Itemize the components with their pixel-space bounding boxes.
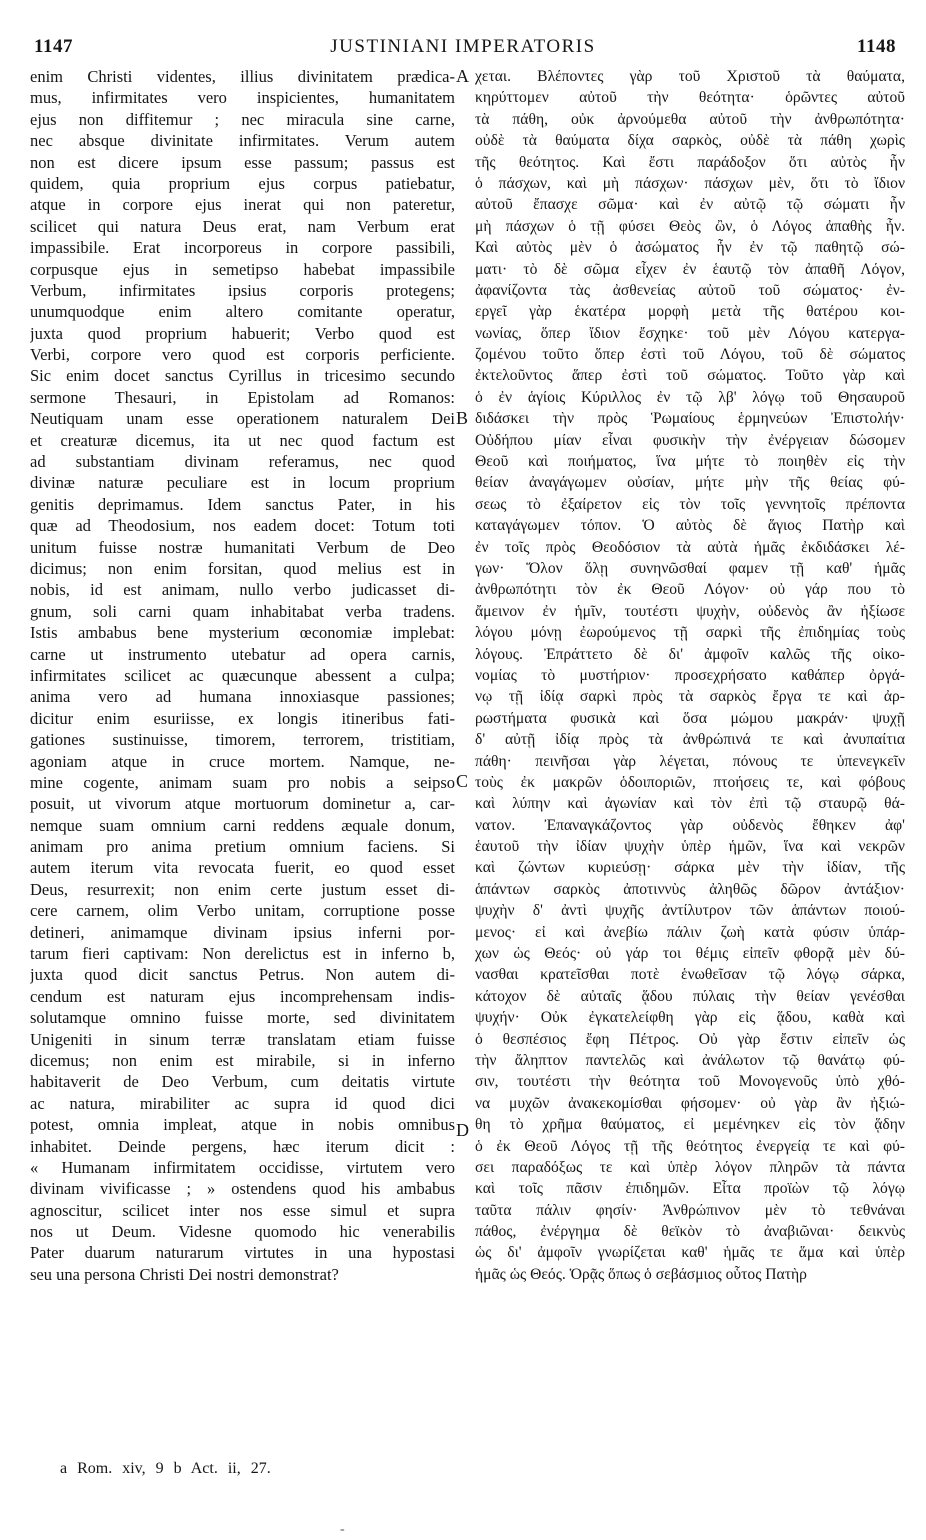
greek-text-line: αὐτοῦ ἔπασχε σῶμα· καὶ ἐν αὐτῷ τῷ σώματι ἦν xyxy=(475,196,905,214)
latin-text-line: scilicet qui natura Deus erat, nam Verbum erat xyxy=(30,216,455,236)
latin-text-line: Pater duarum naturarum virtutes in una hypostasi xyxy=(30,1243,455,1263)
greek-text-line: δ' αὐτῇ ἰδίᾳ πρὸς τὰ ἀνθρώπινά τε καὶ ἀνυπαίτια xyxy=(475,731,905,749)
latin-text-line: impassibile. Erat incorporeus in corpore passibili, xyxy=(30,238,455,258)
latin-text-line: solutamque omnino fuisse morte, sed divinitatem xyxy=(30,1008,455,1028)
greek-text-line: ἀφανίζοντα τὰς ἀσθενείας αὐτοῦ τοῦ σώματος· ἐν- xyxy=(475,281,905,299)
latin-text-line: cere carnem, olim Verbo unitam, corruptione posse xyxy=(30,901,455,921)
latin-text-line: nobis, id est animam, nullo verbo judicasset di- xyxy=(30,580,455,600)
latin-text-line: animam pro anima pretium omnium faciens. Si xyxy=(30,837,455,857)
greek-text-line: νῳ τῇ ἰδίᾳ σαρκὶ πρὸς τὰ σαρκὸς ἔργα τε καὶ ἀρ- xyxy=(475,688,905,706)
greek-text-line: Οὐδήπου μίαν εἶναι φυσικὴν τὴν ἐνέργειαν δώσομεν xyxy=(475,431,905,449)
latin-text-line: juxta quod proprium habuerit; Verbo quod est xyxy=(30,323,455,343)
greek-text-line: Καὶ αὐτὸς μὲν ὁ ἀσώματος ἦν ἐν τῷ παθητῷ σώ- xyxy=(475,239,905,257)
greek-text-line: μενος· εἰ καὶ ἀνεβίω πάλιν ζωὴ κατὰ φύσιν ὑπάρ- xyxy=(475,923,905,941)
greek-text-line: μὴ πάσχων ὁ τῇ φύσει Θεὸς ὢν, ὁ Λόγος ἀπαθὴς ἦν. xyxy=(475,217,905,235)
margin-marker-b: B xyxy=(456,408,469,428)
latin-text-line: unumquodque enim altero comitante operatur, xyxy=(30,302,455,322)
bottom-ornament: - xyxy=(340,1522,345,1537)
greek-text-line: καὶ ζώντων κυριεύσῃ· σάρκα μὲν τὴν ἰδίαν, τῆς xyxy=(475,859,905,877)
greek-text-line: Θεοῦ καὶ ποιήματος, ἵνα μήτε τὸ ποιηθὲν εἰς τὴν xyxy=(475,453,905,471)
greek-text-line: πάθος, ἐνέργημα δὲ θεϊκὸν τὸ ἀναβιῶναι· δεικνὺς xyxy=(475,1223,905,1241)
latin-text-line: non est dicere ipsum esse passum; passus est xyxy=(30,152,455,172)
latin-text-line: juxta quod dicit sanctus Petrus. Non autem di- xyxy=(30,965,455,985)
latin-text-line: mus, infirmitates vero inspicientes, humanitatem xyxy=(30,88,455,108)
latin-text-line: gationes sustinuisse, timorem, terrorem, tristitiam, xyxy=(30,730,455,750)
greek-text-line: κηρύττομεν αὐτοῦ τὴν θεότητα· ὁρῶντες αὐτοῦ xyxy=(475,89,905,107)
greek-text-line: διδάσκει τὴν πρὸς Ῥωμαίους ἑρμηνεύων Ἐπιστολήν· xyxy=(475,410,905,428)
latin-text-line: nos ut Deum. Videsne quomodo hic venerabilis xyxy=(30,1222,455,1242)
latin-text-line: posuit, ut vivorum atque mortuorum dominetur a, car- xyxy=(30,794,455,814)
greek-text-line: σει παραδόξως τε καὶ ὑπὲρ λόγον πληρῶν τὰ πάντα xyxy=(475,1158,905,1176)
greek-text-line: νομίας τὸ μυστήριον· προσεχρήσατο καθάπερ ὀργά- xyxy=(475,666,905,684)
latin-text-line: detineri, animamque divinam ipsius inferni por- xyxy=(30,922,455,942)
greek-column xyxy=(475,66,905,1285)
latin-text-line: ad substantiam divinam referamus, nec quod xyxy=(30,452,455,472)
latin-text-line: agnoscitur, scilicet inter nos esse simul et supra xyxy=(30,1200,455,1220)
greek-text-line: ἀνθρωπότητι τὸν ἐκ Θεοῦ Λόγον· οὐ γάρ που τὸ xyxy=(475,581,905,599)
latin-text-line: Verbum, infirmitates ipsius corporis protegens; xyxy=(30,280,455,300)
latin-text-line: gnum, soli carni quam inhabitabat verba tradens. xyxy=(30,601,455,621)
latin-text-line: nec absque divinitate infirmitates. Verum autem xyxy=(30,131,455,151)
latin-text-line: divinæ naturæ peculiare est in locum proprium xyxy=(30,473,455,493)
latin-text-line: dicemus; non enim est mirabile, si in inferno xyxy=(30,1050,455,1070)
greek-text-line: λόγου μόνῃ ἐωρούμενος τῇ σαρκὶ τῆς ἐπιδημίας τοὺς xyxy=(475,624,905,642)
latin-text-line: anima vero ad humana innoxiasque passiones; xyxy=(30,687,455,707)
greek-text-line: σεως τὸ ἐξαίρετον εἰς τὸν τοῖς γεννητοῖς πρέποντα xyxy=(475,495,905,513)
greek-text-line: θη τὸ χρῆμα θαύματος, εἰ μεμένηκεν εἰς τὸν ᾅδην xyxy=(475,1116,905,1134)
latin-text-line: Istis ambabus bene mysterium œconomiæ implebat: xyxy=(30,623,455,643)
greek-text-line: τῆς θεότητος. Καὶ ἔστι παράδοξον ὅτι αὐτὸς ἦν xyxy=(475,153,905,171)
greek-text-line: κάτοχον δὲ αὐταῖς ᾅδου πύλαις τὴν θείαν γενέσθαι xyxy=(475,987,905,1005)
greek-text-line: καὶ λύπην καὶ ἀγωνίαν καὶ τὸν ἐπὶ τῷ σταυρῷ θά- xyxy=(475,795,905,813)
greek-text-line: οὐδὲ τὰ θαύματα δίχα σαρκὸς, οὐδὲ τὰ πάθη χωρὶς xyxy=(475,132,905,150)
latin-text-line: Neutiquam unam esse operationem naturalem Dei xyxy=(30,409,455,429)
latin-text-line: mine cogente, animam suam pro nobis a seipso xyxy=(30,772,455,792)
greek-text-line: τοὺς ἐκ μακρῶν ὁδοιποριῶν, πτοήσεις τε, καὶ φόβους xyxy=(475,773,905,791)
latin-text-line: genitis deprimamus. Idem sanctus Pater, in his xyxy=(30,494,455,514)
latin-text-line: Sic enim docet sanctus Cyrillus in tricesimo secundo xyxy=(30,366,455,386)
footnote: a Rom. xiv, 9 b Act. ii, 27. xyxy=(60,1460,271,1477)
margin-marker-c: C xyxy=(456,771,469,791)
greek-text-line: ὁ θεσπέσιος ἔφη Πέτρος. Οὐ γὰρ ἔστιν εἰπεῖν ὡς xyxy=(475,1030,905,1048)
latin-text-line: ejus non diffitemur ; nec miracula sine carne, xyxy=(30,109,455,129)
greek-text-line: ὁ ἐν ἁγίοις Κύριλλος ἐν τῷ λβ' λόγῳ τοῦ Θησαυροῦ xyxy=(475,388,905,406)
greek-text-line: ἐν τοῖς πρὸς Θεοδόσιον τὰ αὐτὰ ἡμᾶς ἐκδιδάσκει λέ- xyxy=(475,538,905,556)
greek-text-line: τὴν ἄληπτον παντελῶς καὶ ἀνάλωτον τῷ θανάτῳ φύ- xyxy=(475,1051,905,1069)
greek-text-line: γων· Ὅλον ὅλῃ συνηνῶσθαί φαμεν τῇ καθ' ἡμᾶς xyxy=(475,559,905,577)
latin-text-line: nemque suam omnium carni reddens æquale donum, xyxy=(30,815,455,835)
greek-text-line: σιν, τουτέστι τὴν θεότητα τοῦ Μονογενοῦς ὑπὸ χθό- xyxy=(475,1073,905,1091)
greek-text-line: ρωστήματα φυσικὰ καὶ ὅσα μώμου μακράν· ψυχῇ xyxy=(475,709,905,727)
latin-text-line: Deus, resurrexit; non enim certe justum esset di- xyxy=(30,879,455,899)
latin-text-line: et creaturæ dicemus, ita ut nec quod factum est xyxy=(30,430,455,450)
greek-text-line: τὰ πάθη, οὐκ ἀρνούμεθα αὐτοῦ τὴν ἀνθρωπότητα· xyxy=(475,110,905,128)
greek-text-line: ἐκτελοῦντος ἅπερ ἐστὶ τοῦ σώματος. Τοῦτο γὰρ καὶ xyxy=(475,367,905,385)
greek-text-line: λόγους. Ἐπράττετο δὲ δι' ἀμφοῖν καλῶς τῆς οἰκο- xyxy=(475,645,905,663)
margin-marker-a: A xyxy=(456,66,469,86)
latin-text-line: quæ ad Theodosium, nos eadem docet: Totum toti xyxy=(30,516,455,536)
latin-text-line: « Humanam infirmitatem occidisse, virtutem vero xyxy=(30,1157,455,1177)
greek-text-line: ἡμᾶς ὡς Θεός. Ὁρᾷς ὅπως ὁ σεβάσμιος οὗτος Πατὴρ xyxy=(475,1265,807,1283)
greek-text-line: καὶ τοῖς πᾶσιν ἐπιδημῶν. Εἶτα προϊὼν τῷ λόγῳ xyxy=(475,1180,905,1198)
latin-text-line: tarum fieri captivam: Non derelictus est in inferno b, xyxy=(30,944,455,964)
greek-text-line: ἑαυτοῦ τὴν ἰδίαν ψυχὴν ὑπὲρ ἡμῶν, ἵνα καὶ νεκρῶν xyxy=(475,838,905,856)
greek-text-line: καταγάγωμεν τόπον. Ὁ αὐτὸς δὲ ἅγιος Πατὴρ καὶ xyxy=(475,517,905,535)
greek-text-line: ὁ πάσχων, καὶ μὴ πάσχων· πάσχων μὲν, ὅτι τὸ ἴδιον xyxy=(475,174,905,192)
greek-text-line: ζομένου τοῦτο ὅπερ ἐστὶ τοῦ Λόγου, τοῦ δὲ σώματος xyxy=(475,346,905,364)
right-page-number: 1148 xyxy=(857,36,896,57)
latin-text-line: dicimus; non enim forsitan, quod melius est in xyxy=(30,558,455,578)
latin-text-line: atque in corpore ejus inerat qui non pateretur, xyxy=(30,195,455,215)
left-page-number: 1147 xyxy=(34,36,73,57)
greek-text-line: ψυχήν· Οὐκ ἐγκατελείφθη γὰρ εἰς ᾅδου, καθὰ καὶ xyxy=(475,1009,905,1027)
greek-text-line: ἁπάντων σαρκὸς ἀποτιννὺς ἀληθῶς δῶρον ἀντάξιον· xyxy=(475,880,905,898)
greek-text-line: να μυχῶν ἀνακεκομίσθαι φήσομεν· οὐ γὰρ ἂν ἠξιώ- xyxy=(475,1094,905,1112)
latin-text-line: Verbi, corpore vero quod est corporis perficiente. xyxy=(30,345,455,365)
greek-text-line: ταῦτα πάλιν φησίν· Ἀνθρώπινον μὲν τὸ τεθνάναι xyxy=(475,1201,905,1219)
greek-text-line: χεται. Βλέποντες γὰρ τοῦ Χριστοῦ τὰ θαύματα, xyxy=(475,68,905,85)
latin-text-line: habitaverit de Deo Verbum, cum deitatis virtute xyxy=(30,1072,455,1092)
latin-text-line: ac natura, mirabiliter ac supra id quod dici xyxy=(30,1093,455,1113)
greek-text-line: θείαν ἀναγάγωμεν οὐσίαν, μήτε μὴν τῆς θείας φύ- xyxy=(475,474,905,492)
latin-text-line: Unigeniti in sinum terræ translatam etiam fuisse xyxy=(30,1029,455,1049)
greek-text-line: πάθη· πεινῆσαι γὰρ λέγεται, πόνους τε ὑπενεγκεῖν xyxy=(475,752,905,770)
latin-text-line: cendum est naturam ejus incomprehensam indis- xyxy=(30,986,455,1006)
latin-column xyxy=(30,66,455,1285)
latin-text-line: enim Christi videntes, illius divinitatem prædica- xyxy=(30,67,455,86)
latin-text-line: sermone Thesauri, in Epistolam ad Romanos: xyxy=(30,387,455,407)
latin-text-line: dicitur enim esuriisse, ex longis itineribus fati- xyxy=(30,708,455,728)
latin-text-line: agoniam atque in cruce mortem. Namque, ne- xyxy=(30,751,455,771)
greek-text-line: νασθαι κρατεῖσθαι ποτὲ ἑνωθεῖσαν τῷ λόγῳ σάρκα, xyxy=(475,966,905,984)
latin-text-line: divinam vivificasse ; » ostendens quod his ambabus xyxy=(30,1179,455,1199)
latin-text-line: carne ut instrumento utebatur ad opera carnis, xyxy=(30,644,455,664)
greek-text-line: εργεῖ γὰρ ἑκατέρα μορφὴ μετὰ τῆς θατέρου κοι- xyxy=(475,303,905,321)
latin-text-line: unitum fuisse nostræ humanitati Verbum de Deo xyxy=(30,537,455,557)
greek-text-line: χων ὡς Θεός· οὐ γάρ τοι θέμις εἰπεῖν φθορᾷ μὲν δύ- xyxy=(475,945,905,963)
latin-text-line: inhabitet. Deinde pergens, hæc iterum dicit : xyxy=(30,1136,455,1156)
greek-text-line: ὡς δι' ἀμφοῖν γνωρίζεται καθ' ἡμᾶς τε ἅμα καὶ ὑπὲρ xyxy=(475,1244,905,1262)
greek-text-line: ματι· τὸ δὲ σῶμα εἶχεν ἐν ἑαυτῷ τὸν ἀπαθῆ Λόγον, xyxy=(475,260,905,278)
latin-text-line: autem iterum vita revocata fuerit, eo quod esset xyxy=(30,858,455,878)
greek-text-line: ἄμεινον ἐν ἡμῖν, τουτέστι ψυχὴν, οὐδενὸς ἂν ἠξίωσε xyxy=(475,602,905,620)
latin-text-line: seu una persona Christi Dei nostri demonstrat? xyxy=(30,1264,339,1284)
latin-text-line: quidem, quia proprium ejus corpus patiebatur, xyxy=(30,173,455,193)
running-title: JUSTINIANI IMPERATORIS xyxy=(330,36,596,57)
latin-text-line: potest, omnia impleat, atque in nobis omnibus xyxy=(30,1115,455,1135)
margin-marker-d: D xyxy=(456,1120,469,1140)
latin-text-line: corpusque ejus in semetipso habebat impassibile xyxy=(30,259,455,279)
greek-text-line: νατον. Ἐπαναγκάζοντος γὰρ οὐδενὸς ἔθηκεν ἀφ' xyxy=(475,816,905,834)
latin-text-line: infirmitates scilicet ac quæcunque abessent a culpa; xyxy=(30,665,455,685)
running-header xyxy=(0,36,926,66)
greek-text-line: ψυχὴν δ' ἀντὶ ψυχῆς ἀντίλυτρον τῶν ἁπάντων ποιού- xyxy=(475,902,905,920)
greek-text-line: ὁ ἐκ Θεοῦ Λόγος τῇ τῆς θεότητος ἐνεργείᾳ τε καὶ φύ- xyxy=(475,1137,905,1155)
greek-text-line: νωνίας, ὅπερ ἴδιον ἔσχηκε· τοῦ μὲν Λόγου κατεργα- xyxy=(475,324,905,342)
